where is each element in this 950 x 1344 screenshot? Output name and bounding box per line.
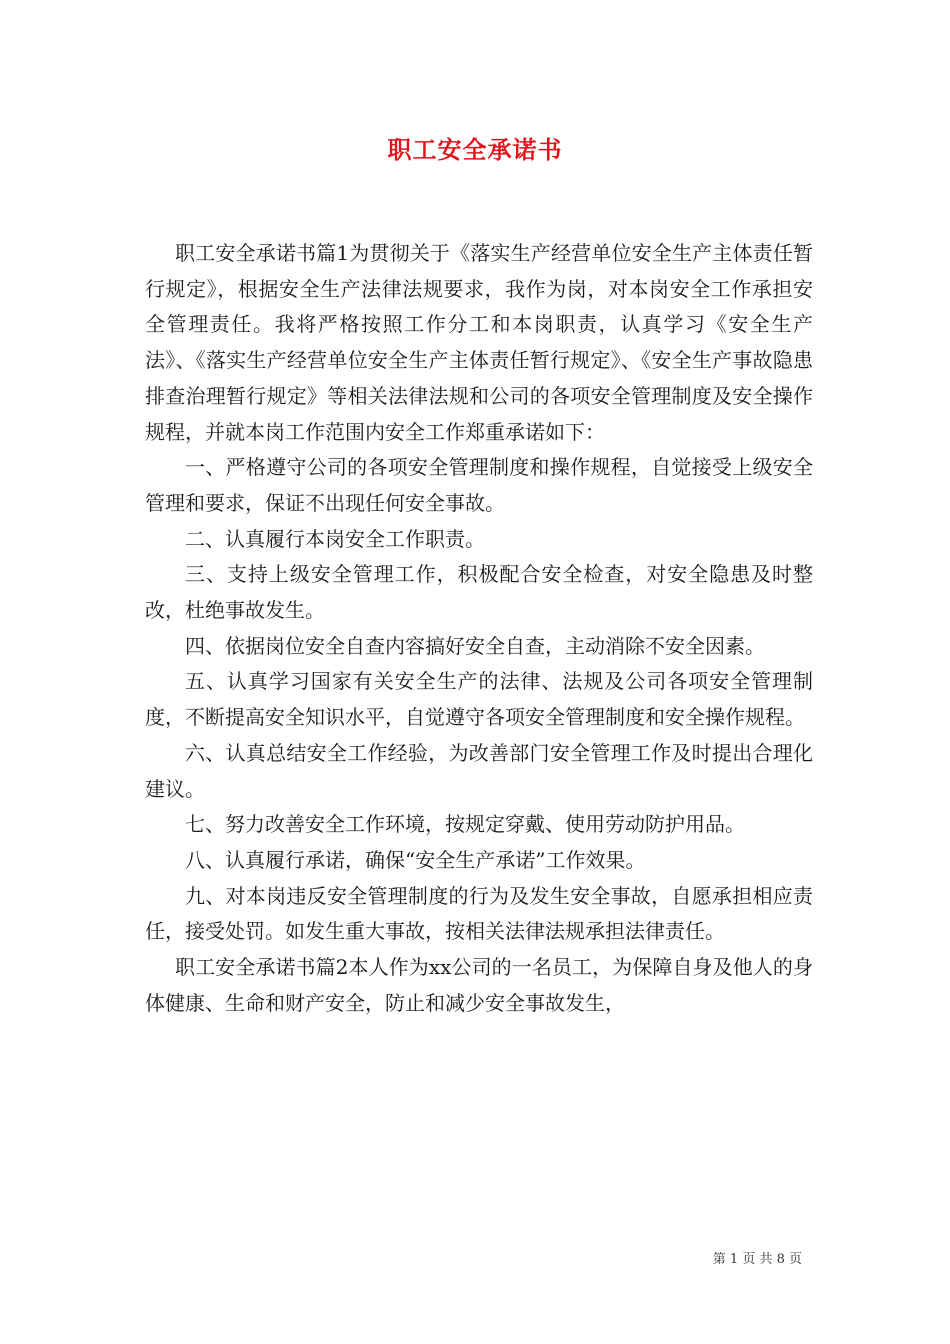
paragraph-item-8: 八、认真履行承诺，确保“安全生产承诺”工作效果。 xyxy=(185,847,646,872)
paragraph-intro: 职工安全承诺书篇1为贯彻关于《落实生产经营单位安全生产主体责任暂行规定》，根据安全生产法律法规要求，我作为岗，对本岗安全工作承担安全管理责任。我将严格按照工作分工和本岗职责，认真学习《安全生产法》、《落实生产经营单位安全生产主体责任暂行规定》、《安全生产事故隐患排查治理暂行规定》等相关法律法规和公司的各项安全管理制度及安全操作规程，并就本岗工作范围内安全工作郑重承诺如下： xyxy=(145,241,813,444)
paragraph-item-2: 二、认真履行本岗安全工作职责。 xyxy=(185,526,485,551)
paragraph-item-4: 四、依据岗位安全自查内容搞好安全自查，主动消除不安全因素。 xyxy=(185,633,765,658)
paragraph-item-1: 一、严格遵守公司的各项安全管理制度和操作规程，自觉接受上级安全管理和要求，保证不出现任何安全事故。 xyxy=(145,455,813,515)
paragraph-item-5: 五、认真学习国家有关安全生产的法律、法规及公司各项安全管理制度，不断提高安全知识水平，自觉遵守各项安全管理制度和安全操作规程。 xyxy=(145,669,813,730)
page-number: 第 1 页 共 8 页 xyxy=(712,1252,802,1267)
document-title: 职工安全承诺书 xyxy=(387,135,563,164)
paragraph-item-3: 三、支持上级安全管理工作，积极配合安全检查，对安全隐患及时整改，杜绝事故发生。 xyxy=(145,562,813,623)
paragraph-item-9: 九、对本岗违反安全管理制度的行为及发生安全事故，自愿承担相应责任，接受处罚。如发生重大事故，按相关法律法规承担法律责任。 xyxy=(145,883,813,944)
paragraph-part-2: 职工安全承诺书篇2本人作为xx公司的一名员工，为保障自身及他人的身体健康、生命和财产安全，防止和减少安全事故发生， xyxy=(145,955,813,1015)
paragraph-item-7: 七、努力改善安全工作环境，按规定穿戴、使用劳动防护用品。 xyxy=(185,812,745,837)
document-body xyxy=(145,236,813,1021)
paragraph-item-6: 六、认真总结安全工作经验，为改善部门安全管理工作及时提出合理化建议。 xyxy=(145,740,813,801)
